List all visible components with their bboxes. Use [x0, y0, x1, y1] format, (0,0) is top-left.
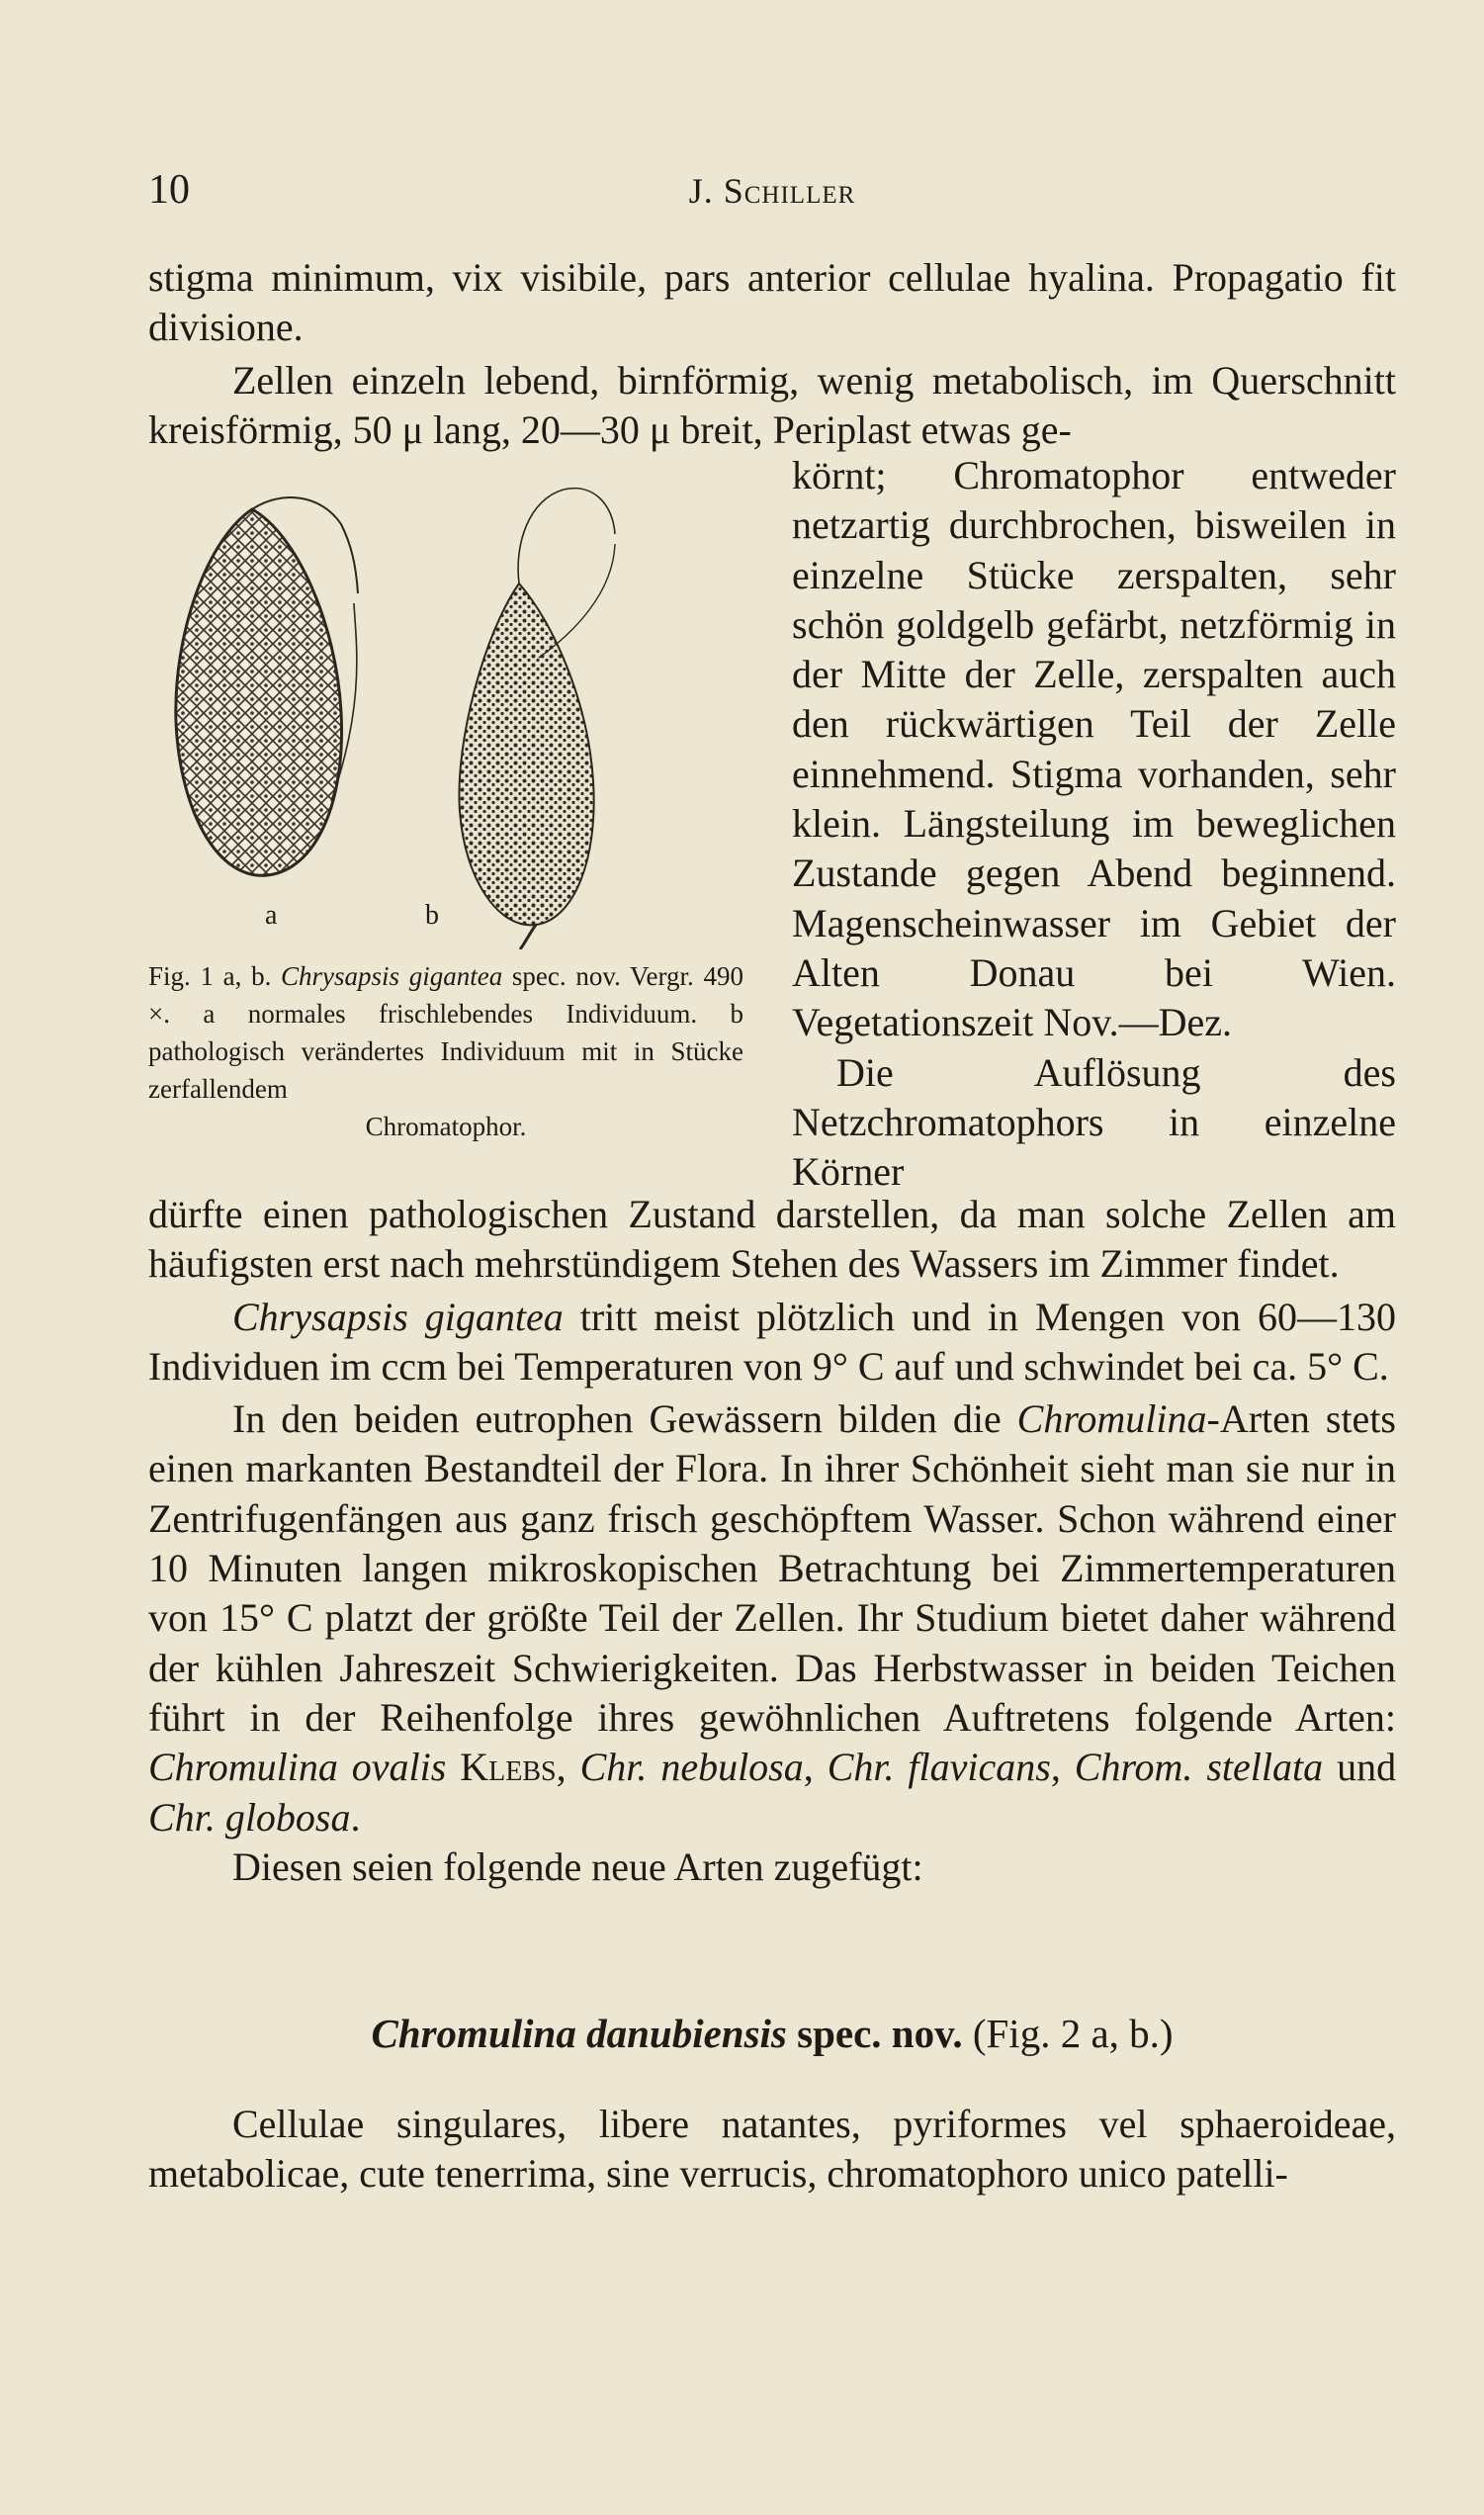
description-wrapped: körnt; Chromatophor entweder netzartig durchbrochen, bisweilen in einzelne Stücke zerspalten, sehr schön goldgelb gefärbt, netzförmig in der Mitte der Zelle, zerspalten auch den rückwärtigen Teil der Zelle einnehmend. Stigma vorhanden, sehr klein. Längsteilung im beweglichen Zustande gegen Abend beginnend. Magenscheinwasser im Gebiet der Alten Donau bei Wien. Vegetationszeit Nov.—Dez. — [792, 453, 1396, 1045]
latin-diagnosis: Cellulae singulares, libere natantes, pyriformes vel sphaeroideae, metabolicae, cute tenerrima, sine verrucis, chromatophoro unico patelli- — [148, 2102, 1396, 2197]
species-heading — [148, 2010, 1396, 2057]
cell-a-drawing — [176, 497, 358, 875]
text-wrapped-column — [792, 451, 1396, 1197]
description-continuation: dürfte einen pathologischen Zustand darstellen, da man solche Zellen am häufigsten erst nach mehrstündigem Stehen des Wassers im Zimmer findet. — [148, 1192, 1396, 1287]
heading-figref: (Fig. 2 a, b.) — [962, 2011, 1174, 2056]
cell-b-drawing — [459, 489, 615, 949]
figure-caption — [148, 957, 743, 1145]
heading-species: Chromulina danubiensis — [371, 2011, 787, 2056]
description-intro: Zellen einzeln lebend, birnförmig, wenig metabolisch, im Querschnitt kreisförmig, 50 μ lang, 20—30 μ breit, Periplast etwas ge- — [148, 357, 1396, 452]
figure-illustration — [148, 485, 746, 949]
caption-prefix: Fig. 1 a, b. — [148, 961, 282, 991]
running-head — [148, 170, 1396, 212]
text-top — [148, 253, 1396, 455]
latin-fragment: stigma minimum, vix visibile, pars anterior cellulae hyalina. Propagatio fit divisione. — [148, 255, 1396, 350]
species-2: Chr. nebulosa — [579, 1745, 804, 1790]
paragraph-2-species: Chrysapsis gigantea — [232, 1294, 564, 1339]
caption-species: Chrysapsis gigantea — [281, 961, 503, 991]
paragraph-3: In den beiden eutrophen Gewässern bilden die Chromulina-Arten stets einen markanten Bestandteil der Flora. In ihrer Schönheit sieht man sie nur in Zentrifugenfängen aus ganz frisch geschöpftem Wasser. Schon während einer 10 Minuten langen mikroskopischen Betrachtung bei Zimmertemperaturen von 15° C platzt der größte Teil der Zellen. Ihr Studium bietet daher während der kühlen Jahreszeit Schwierigkeiten. Das Herbstwasser in beiden Teichen führt in der Reihenfolge ihres gewöhnlichen Auftretens folgende Arten: Chromulina ovalis Klebs, Chr. nebulosa, Chr. flavicans, Chrom. stellata und Chr. globosa. — [148, 1396, 1397, 1840]
text-bottom — [148, 2100, 1396, 2200]
page-number: 10 — [148, 167, 190, 213]
caption-text: spec. nov. Vergr. 490 ×. a normales frischlebendes Individuum. b pathologisch verändertes Individuum mit in Stücke zerfallendem — [148, 961, 743, 1104]
species-5: Chr. globosa — [148, 1794, 351, 1840]
species-3: Chr. flavicans — [827, 1745, 1051, 1790]
author-klebs: Klebs — [446, 1745, 557, 1790]
caption-last-line: Chromatophor. — [365, 1112, 527, 1141]
heading-status: spec. nov. — [786, 2011, 963, 2056]
paragraph-4: Diesen seien folgende neue Arten zugefügt: — [232, 1843, 923, 1889]
paragraph-2: Chrysapsis gigantea tritt meist plötzlich und in Mengen von 60—130 Individuen im ccm bei Temperaturen von 9° C auf und schwindet bei ca. 5° C. — [148, 1294, 1396, 1389]
genus-name: Chromulina — [1016, 1396, 1207, 1442]
figure-label-b: b — [425, 900, 439, 931]
page-header — [148, 166, 1396, 216]
text-main — [148, 1190, 1396, 1892]
author-initial: J. — [688, 171, 724, 211]
figure-label-a: a — [265, 900, 278, 931]
description-wrapped-2: Die Auflösung des Netzchromatophors in einzelne Körner — [792, 1049, 1396, 1195]
species-1: Chromulina ovalis — [148, 1745, 447, 1790]
author-name: Schiller — [723, 171, 856, 211]
species-4: Chrom. stellata — [1074, 1745, 1324, 1790]
